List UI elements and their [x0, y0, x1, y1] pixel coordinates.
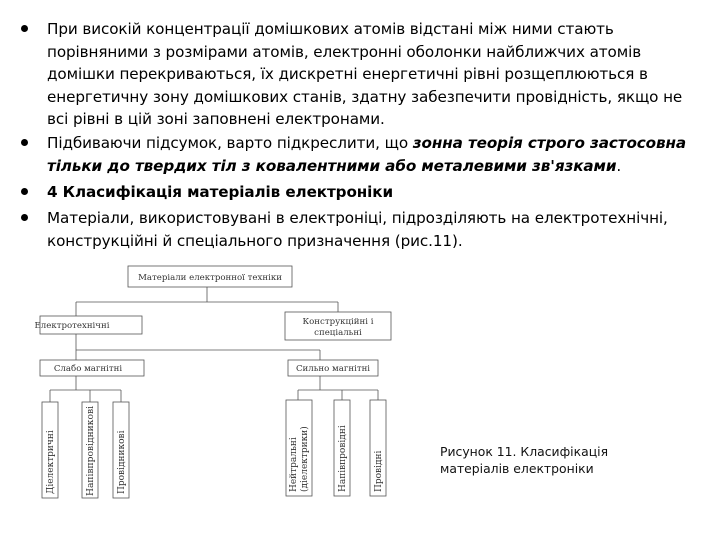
node-weak-magnetic-label: Слабо магнітні	[53, 364, 123, 374]
bullet-dot-icon	[21, 188, 28, 195]
node-structural	[285, 312, 391, 340]
bullet-text: При високій концентрації домішкових атомів відстані між ними стають порівняними з розмірами атомів, електронні оболонки найближчих атомів домішки перекриваються, їх дискретні енергетичні рівні розщеплюються в енергетичну зону домішкових станів, здатну забезпечити провідність, якщо не всі рівні в цій зоні заповнені електронами.	[47, 20, 683, 129]
leaf-conductor	[113, 402, 129, 498]
leaf-neutral-label-2: (діелектрики)	[300, 426, 310, 492]
leaf-semiconductor-label: Напівпровідникові	[86, 407, 96, 496]
bullet-high-concentration	[47, 18, 707, 131]
leaf-dielectric	[42, 402, 58, 498]
bullet-text: Матеріали, використовувані в електроніці, підрозділяють на електротехнічні, конструкційні й спеціального призначення (рис.11).	[47, 209, 668, 250]
node-structural-label-1: Конструкційні і	[302, 317, 374, 327]
leaf-conducting-label: Провідні	[374, 450, 384, 492]
bullet-text-suffix: .	[616, 156, 622, 175]
section-heading: 4 Класифікація матеріалів електроніки	[47, 183, 394, 201]
node-electrotechnical	[35, 316, 142, 334]
leaf-semiconductor	[82, 402, 98, 498]
node-root	[128, 266, 292, 287]
bullet-materials	[47, 207, 707, 252]
caption-line-2: матеріалів електроніки	[440, 461, 594, 476]
classification-diagram	[20, 254, 420, 510]
leaf-neutral	[286, 400, 312, 496]
bullet-dot-icon	[21, 214, 28, 221]
leaf-dielectric-label: Діелектричні	[46, 430, 56, 494]
leaf-semiconducting	[334, 400, 350, 496]
caption-line-1: Рисунок 11. Класифікація	[440, 444, 609, 459]
figure-caption	[440, 443, 630, 477]
node-electrotechnical-label: Електротехнічні	[34, 321, 110, 331]
leaf-conductor-label: Провідникові	[117, 430, 127, 494]
leaf-semiconducting-label: Напівпровідні	[338, 425, 348, 492]
bullet-section-heading	[47, 181, 707, 204]
node-weak-magnetic	[40, 360, 144, 376]
diagram-connectors	[50, 287, 378, 402]
node-strong-magnetic-label: Сильно магнітні	[295, 364, 371, 374]
node-strong-magnetic	[288, 360, 378, 376]
node-structural-label-2: спеціальні	[314, 328, 362, 338]
bullet-dot-icon	[21, 139, 28, 146]
leaf-neutral-label-1: Нейтральні	[289, 437, 299, 492]
bullet-text-prefix: Підбиваючи підсумок, варто підкреслити, що	[47, 134, 413, 152]
bullet-text-emphasis: зонна теорія строго застосовна тільки до твердих тіл з ковалентними або металевими зв'язками	[47, 134, 687, 175]
leaf-conducting	[370, 400, 386, 496]
node-root-label: Матеріали електронної техніки	[138, 273, 282, 283]
bullet-dot-icon	[21, 25, 28, 32]
bullet-summary	[47, 132, 707, 177]
